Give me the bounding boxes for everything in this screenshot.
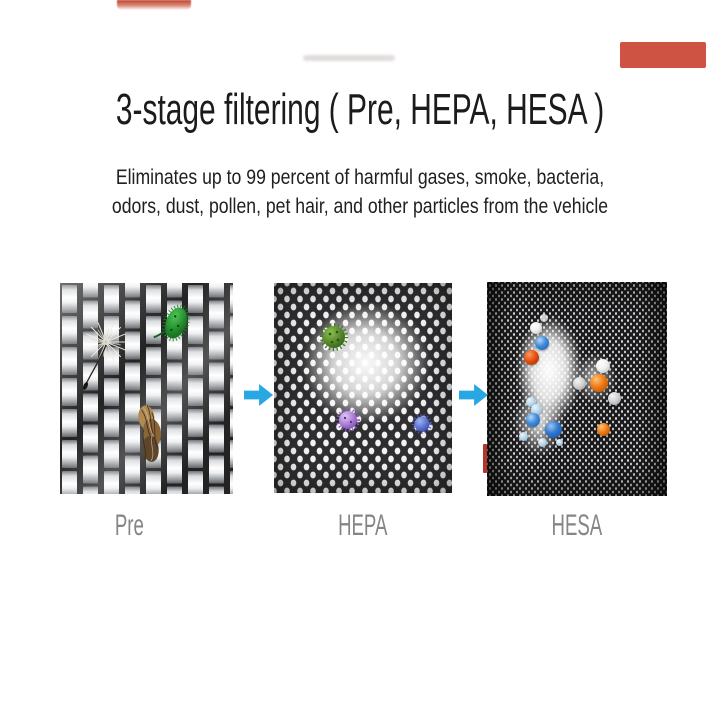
molecule-sphere (526, 413, 540, 427)
molecule-sphere (519, 432, 528, 441)
stage-label-pre: Pre (115, 509, 144, 542)
right-arrow-icon (244, 384, 273, 406)
pre-filter-photo (60, 283, 233, 494)
trapped-particles-illustration (274, 283, 452, 493)
molecule-sphere (535, 336, 549, 350)
green-bacteria-particle (322, 325, 347, 350)
hepa-filter-photo (274, 283, 452, 493)
molecule-sphere (545, 421, 562, 438)
page-title-text: 3-stage filtering ( Pre, HEPA, HESA ) (115, 85, 605, 134)
molecule-sphere (573, 377, 586, 390)
cropped-red-bar-artifact (117, 0, 191, 10)
molecule-sphere (608, 392, 621, 405)
subtitle-line-1: Eliminates up to 99 percent of harmful gases, smoke, bacteria, (115, 166, 605, 189)
stage-label-hepa: HEPA (338, 509, 388, 542)
cropped-red-tab-artifact (620, 42, 706, 68)
stage-label-hesa: HESA (551, 509, 603, 542)
subtitle-line-2: odors, dust, pollen, pet hair, and other particles from the vehicle (111, 195, 609, 218)
woven-metal-mesh-illustration (60, 283, 233, 494)
page-subtitle (58, 163, 663, 221)
hesa-filter-photo (487, 282, 667, 496)
purple-pollen-particle (338, 410, 359, 431)
molecule-sphere (530, 322, 542, 334)
molecule-sphere (597, 423, 610, 436)
molecule-sphere (524, 350, 539, 365)
blue-dust-particle (413, 415, 431, 433)
right-arrow-icon (459, 384, 488, 406)
molecule-sphere (590, 374, 608, 392)
molecule-sphere (596, 359, 610, 373)
molecule-sphere (538, 438, 547, 447)
page-title (0, 84, 720, 136)
faint-smudge-artifact (303, 55, 395, 61)
molecule-sphere (556, 439, 563, 446)
molecule-sphere (540, 314, 548, 322)
